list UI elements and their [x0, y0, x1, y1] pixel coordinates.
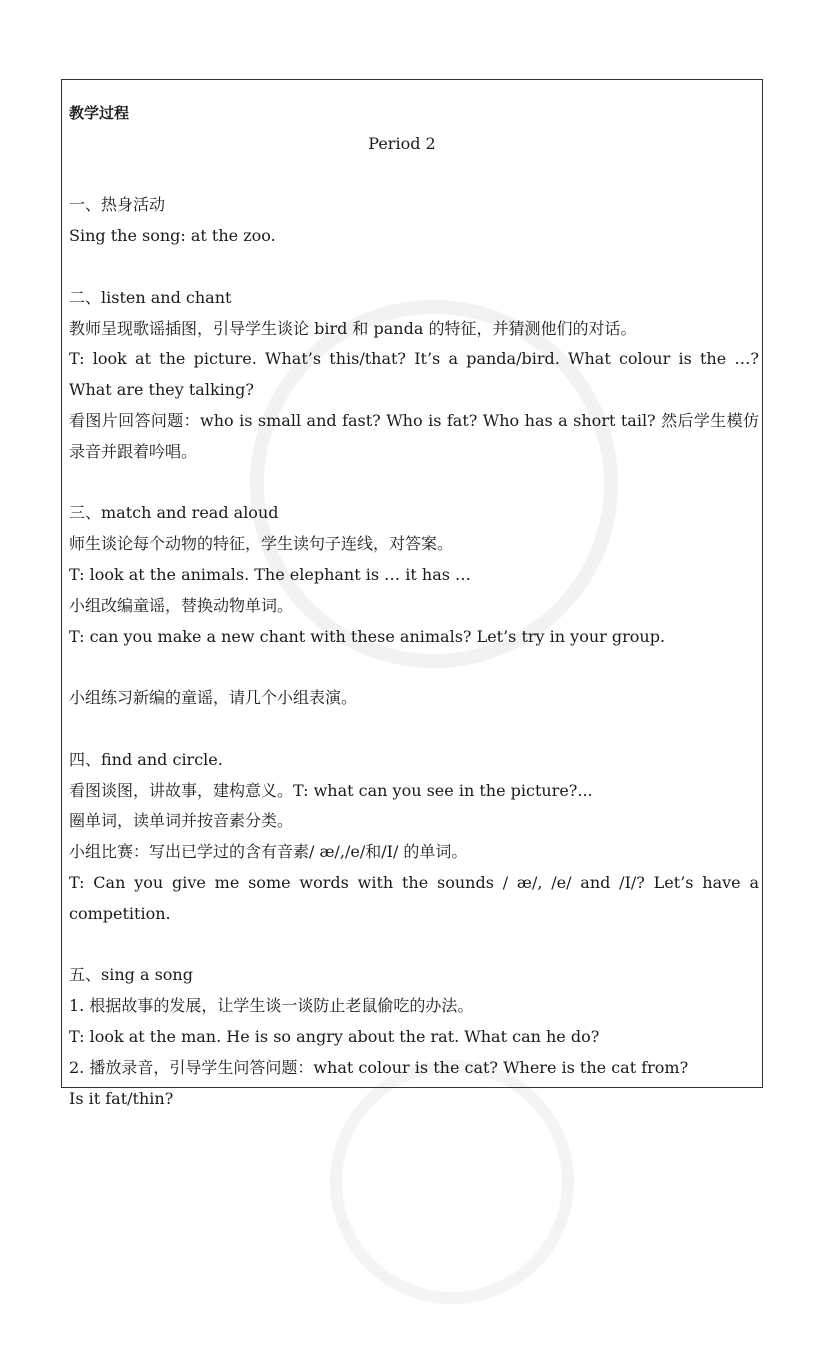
text-line: 教师呈现歌谣插图，引导学生谈论 bird 和 panda 的特征，并猜测他们的对话。	[69, 318, 637, 338]
text-line: 圈单词，读单词并按音素分类。	[69, 811, 294, 831]
text-line: T: look at the man. He is so angry about the rat. What can he do?	[69, 1026, 600, 1046]
section-title: 一、热身活动	[69, 195, 166, 215]
text-line: 看图谈图，讲故事，建构意义。T: what can you see in the picture?...	[69, 780, 593, 800]
text-line: T: look at the picture. What’s this/that? It’s a panda/bird. What colour is the …?	[69, 349, 759, 369]
spacer	[69, 160, 759, 191]
text-line: Is it fat/thin?	[69, 1088, 174, 1108]
text-line: Sing the song: at the zoo.	[69, 226, 276, 246]
text-line: 小组练习新编的童谣，请几个小组表演。	[69, 688, 358, 708]
text-line: 2. 播放录音，引导学生问答问题：what colour is the cat? Where is the cat from?	[69, 1057, 689, 1077]
spacer	[69, 930, 759, 961]
text-line: T: Can you give me some words with the sounds / æ/, /e/ and /I/? Let’s have a	[69, 872, 759, 892]
spacer	[69, 714, 759, 745]
section-title: 四、find and circle.	[69, 749, 223, 769]
period-title: Period 2	[368, 133, 436, 153]
text-line: 师生谈论每个动物的特征，学生读句子连线，对答案。	[69, 534, 454, 554]
text-line: T: can you make a new chant with these animals? Let’s try in your group.	[69, 626, 666, 646]
text-line: T: look at the animals. The elephant is … it has …	[69, 564, 472, 584]
text-line: 录音并跟着吟唱。	[69, 441, 198, 461]
spacer	[69, 652, 759, 683]
document-body	[69, 98, 759, 1114]
text-line: competition.	[69, 903, 171, 923]
section-title: 三、match and read aloud	[69, 503, 279, 523]
section-heading: 教学过程	[69, 104, 130, 122]
spacer	[69, 252, 759, 283]
text-line: 小组改编童谣，替换动物单词。	[69, 595, 294, 615]
text-line: 1. 根据故事的发展，让学生谈一谈防止老鼠偷吃的办法。	[69, 996, 474, 1016]
spacer	[69, 468, 759, 499]
text-line: 看图片回答问题：who is small and fast? Who is fat? Who has a short tail? 然后学生模仿	[69, 410, 759, 430]
section-title: 二、listen and chant	[69, 287, 232, 307]
text-line: What are they talking?	[69, 380, 254, 400]
text-line: 小组比赛：写出已学过的含有音素/ æ/,/e/和/I/ 的单词。	[69, 842, 468, 862]
section-title: 五、sing a song	[69, 965, 193, 985]
